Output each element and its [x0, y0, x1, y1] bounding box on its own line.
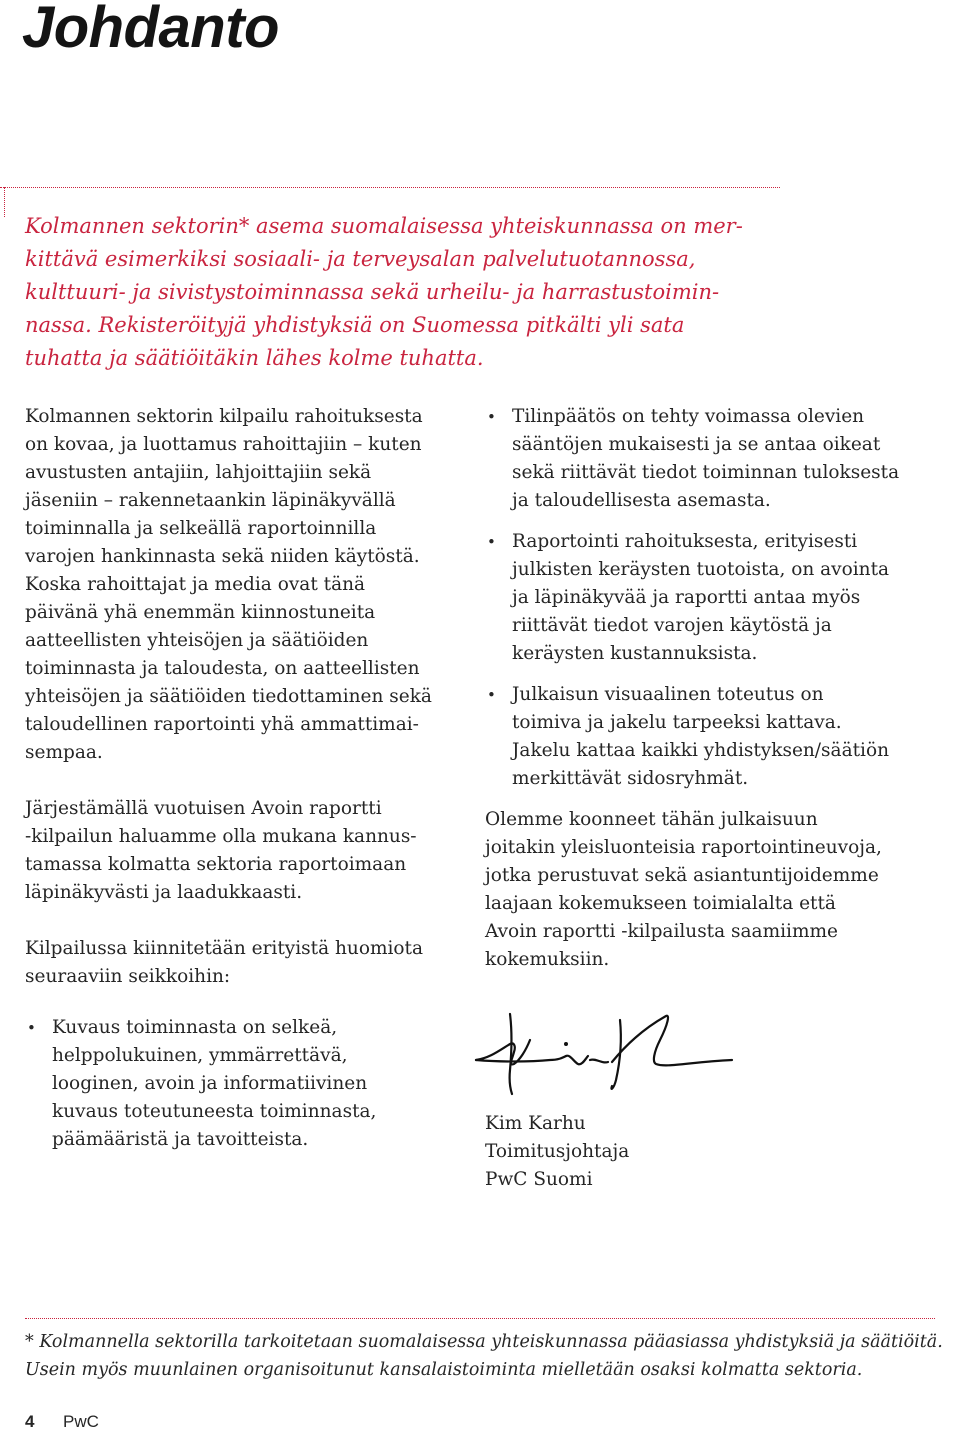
text-line: jäseniin – rakennetaankin läpinäkyvällä [25, 490, 396, 511]
text-line: laajaan kokemukseen toimialalta että [485, 893, 836, 914]
list-item [485, 528, 945, 668]
text-line: riittävät tiedot varojen käytöstä ja [512, 615, 832, 636]
text-line: Julkaisun visuaalinen toteutus on [512, 684, 824, 705]
text-line: läpinäkyvästi ja laadukkaasti. [25, 882, 303, 903]
left-column [25, 403, 465, 1019]
text-line: toiminnalla ja selkeällä raportoinnilla [25, 518, 377, 539]
left-bullet-list [25, 1014, 465, 1167]
text-line: varojen hankinnasta sekä niiden käytöstä. [25, 546, 420, 567]
text-line: sääntöjen mukaisesti ja se antaa oikeat [512, 434, 881, 455]
text-line: Kilpailussa kiinnitetään erityistä huomiota [25, 938, 424, 959]
text-line: -kilpailun haluamme olla mukana kannus- [25, 826, 417, 847]
text-line: seuraaviin seikkoihin: [25, 966, 231, 987]
footer-brand: PwC [63, 1412, 99, 1431]
text-line: aatteellisten yhteisöjen ja säätiöiden [25, 630, 369, 651]
text-line: keräysten kustannuksista. [512, 643, 758, 664]
list-item [485, 403, 945, 515]
text-line: joitakin yleisluonteisia raportointineuvoja, [485, 837, 882, 858]
intro-line: tuhatta ja säätiöitäkin lähes kolme tuhatta. [25, 346, 484, 370]
signatory-title: Toimitusjohtaja [485, 1141, 630, 1162]
text-line: Järjestämällä vuotuisen Avoin raportti [25, 798, 382, 819]
text-line: helppolukuinen, ymmärrettävä, [52, 1045, 348, 1066]
page-title: Johdanto [22, 0, 279, 60]
text-line: päivänä yhä enemmän kiinnostuneita [25, 602, 376, 623]
text-line: jotka perustuvat sekä asiantuntijoidemme [485, 865, 879, 886]
signature-image [470, 1000, 740, 1100]
text-line: Kolmannen sektorin kilpailu rahoituksesta [25, 406, 423, 427]
text-line: toimiva ja jakelu tarpeeksi kattava. [512, 712, 842, 733]
bullet-icon: • [487, 408, 496, 426]
text-line: päämääristä ja tavoitteista. [52, 1129, 309, 1150]
bullet-icon: • [487, 533, 496, 551]
text-line: Raportointi rahoituksesta, erityisesti [512, 531, 858, 552]
list-item [25, 1014, 465, 1154]
intro-line: kittävä esimerkiksi sosiaali- ja terveysalan palvelutuotannossa, [25, 247, 696, 271]
dotted-divider-vertical [4, 187, 5, 217]
text-line: Koska rahoittajat ja media ovat tänä [25, 574, 366, 595]
text-line: sekä riittävät tiedot toiminnan tuloksesta [512, 462, 900, 483]
intro-line: nassa. Rekisteröityjä yhdistyksiä on Suomessa pitkälti yli sata [25, 313, 685, 337]
text-line: Olemme koonneet tähän julkaisuun [485, 809, 818, 830]
text-line: ja taloudellisesta asemasta. [512, 490, 771, 511]
text-line: kuvaus toteutuneesta toiminnasta, [52, 1101, 377, 1122]
text-line: sempaa. [25, 742, 103, 763]
text-line: avustusten antajiin, lahjoittajiin sekä [25, 462, 372, 483]
text-line: julkisten keräysten tuotoista, on avointa [512, 559, 890, 580]
bullet-icon: • [27, 1019, 36, 1037]
right-column [485, 403, 945, 1002]
text-line: kokemuksiin. [485, 949, 610, 970]
footnote-line: * Kolmannella sektorilla tarkoitetaan suomalaisessa yhteiskunnassa pääasiassa yhdistyksiä ja säätiöitä. [25, 1332, 943, 1352]
footnote-divider [25, 1318, 935, 1319]
text-line: Jakelu kattaa kaikki yhdistyksen/säätiön [512, 740, 890, 761]
text-line: Avoin raportti -kilpailusta saamiimme [485, 921, 838, 942]
signatory-company: PwC Suomi [485, 1169, 593, 1190]
text-line: Tilinpäätös on tehty voimassa olevien [512, 406, 865, 427]
text-line: on kovaa, ja luottamus rahoittajiin – kuten [25, 434, 422, 455]
body-paragraph [25, 795, 465, 907]
body-paragraph [25, 403, 465, 767]
text-line: Kuvaus toiminnasta on selkeä, [52, 1017, 338, 1038]
page-number: 4 [25, 1412, 35, 1431]
intro-lead [25, 210, 765, 375]
dotted-divider [0, 187, 780, 188]
signatory-name: Kim Karhu [485, 1113, 586, 1134]
footnote-line: Usein myös muunlainen organisoitunut kansalaistoiminta mielletään osaksi kolmatta sektoria. [25, 1360, 863, 1380]
footnote [25, 1328, 960, 1384]
signature-block [485, 1110, 629, 1194]
text-line: looginen, avoin ja informatiivinen [52, 1073, 368, 1094]
text-line: tamassa kolmatta sektoria raportoimaan [25, 854, 407, 875]
text-line: yhteisöjen ja säätiöiden tiedottaminen sekä [25, 686, 432, 707]
bullet-icon: • [487, 686, 496, 704]
intro-line: kulttuuri- ja sivistystoiminnassa sekä urheilu- ja harrastustoimin- [25, 280, 720, 304]
list-item [485, 681, 945, 793]
text-line: merkittävät sidosryhmät. [512, 768, 749, 789]
text-line: taloudellinen raportointi yhä ammattimai- [25, 714, 419, 735]
body-paragraph [25, 935, 465, 991]
text-line: ja läpinäkyvää ja raportti antaa myös [512, 587, 861, 608]
text-line: toiminnasta ja taloudesta, on aatteellisten [25, 658, 420, 679]
closing-paragraph [485, 806, 945, 974]
intro-line: Kolmannen sektorin* asema suomalaisessa yhteiskunnassa on mer- [25, 214, 743, 238]
